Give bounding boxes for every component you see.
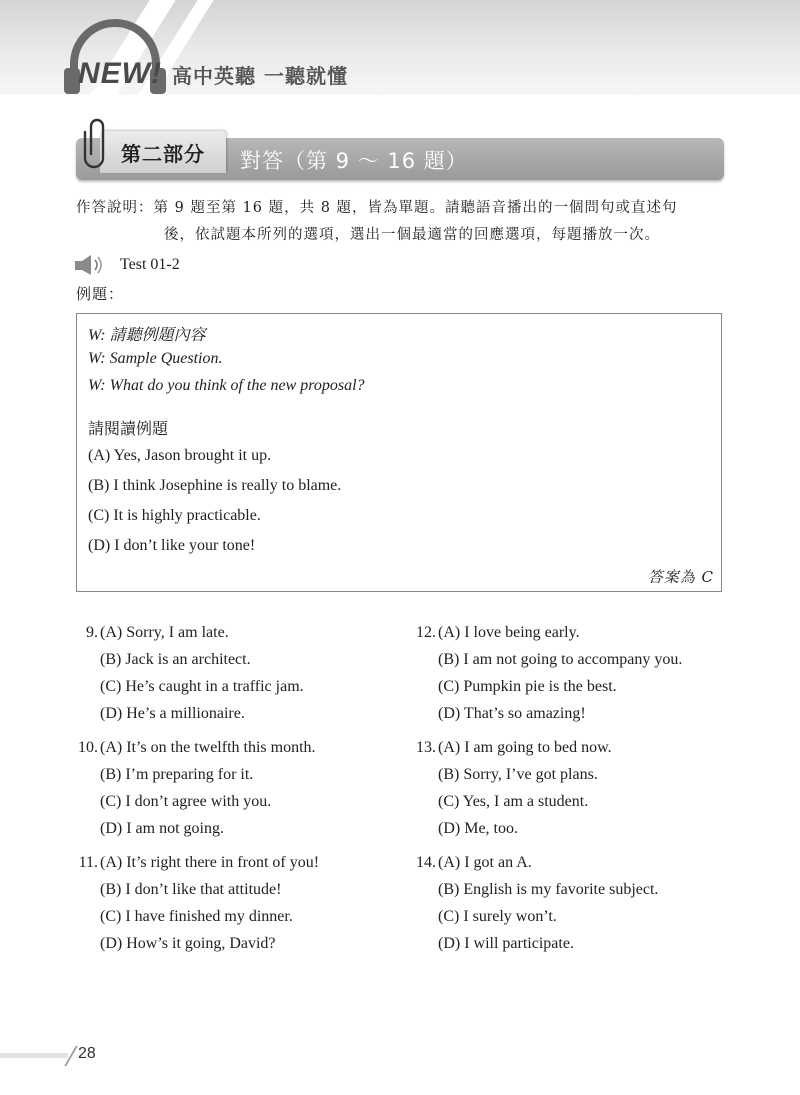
example-script-line: W: 請聽例題內容 — [88, 327, 206, 344]
instructions-line: 作答說明：第 9 題至第 16 題，共 8 題，皆為單題。請聽語音播出的一個問句或直述句 — [76, 200, 678, 216]
instructions — [76, 195, 726, 249]
question-number: 9. — [86, 624, 98, 641]
audio-track[interactable] — [74, 254, 180, 276]
speaker-icon — [74, 254, 114, 276]
paperclip-icon — [82, 114, 110, 170]
question-option: (A) I love being early. — [438, 624, 580, 641]
question-option: (D) I will participate. — [438, 935, 574, 952]
question-number: 14. — [416, 854, 436, 871]
example-option: (C) It is highly practicable. — [88, 507, 261, 524]
question-option: (B) I don’t like that attitude! — [100, 881, 282, 898]
question-item — [72, 619, 304, 727]
question-number: 13. — [416, 739, 436, 756]
header-subtitle: 高中英聽 一聽就懂 — [171, 63, 348, 88]
footer-rule — [0, 1053, 68, 1058]
question-number: 10. — [78, 739, 98, 756]
question-item — [410, 734, 612, 842]
question-option: (C) Pumpkin pie is the best. — [438, 678, 617, 695]
question-option: (B) Sorry, I’ve got plans. — [438, 766, 598, 783]
question-item — [410, 849, 658, 957]
question-option: (D) That’s so amazing! — [438, 705, 586, 722]
question-option: (D) How’s it going, David? — [100, 935, 276, 952]
question-number: 11. — [78, 854, 98, 871]
question-option: (C) Yes, I am a student. — [438, 793, 589, 810]
example-option: (B) I think Josephine is really to blame. — [88, 477, 342, 494]
question-option: (C) I surely won’t. — [438, 908, 557, 925]
audio-track-label: Test 01-2 — [120, 256, 180, 273]
example-answer: 答案為 C — [647, 568, 714, 586]
example-label: 例題： — [76, 285, 125, 303]
question-option: (D) He’s a millionaire. — [100, 705, 245, 722]
question-option: (A) It’s right there in front of you! — [100, 854, 320, 871]
question-option: (A) Sorry, I am late. — [100, 624, 229, 641]
question-option: (B) I’m preparing for it. — [100, 766, 254, 783]
question-item — [72, 849, 319, 957]
question-option: (C) He’s caught in a traffic jam. — [100, 678, 304, 695]
brand-logo-text: NEW! — [78, 57, 162, 90]
question-option: (C) I have finished my dinner. — [100, 908, 293, 925]
header-title — [78, 54, 348, 94]
question-option: (D) Me, too. — [438, 820, 518, 837]
example-script-line: W: Sample Question. — [88, 350, 223, 367]
question-option: (A) I am going to bed now. — [438, 739, 612, 756]
question-item — [72, 734, 316, 842]
question-option: (D) I am not going. — [100, 820, 224, 837]
question-option: (B) Jack is an architect. — [100, 651, 251, 668]
example-option: (A) Yes, Jason brought it up. — [88, 447, 272, 464]
question-option: (A) I got an A. — [438, 854, 532, 871]
question-item — [410, 619, 682, 727]
question-option: (C) I don’t agree with you. — [100, 793, 272, 810]
page-number: 28 — [78, 1045, 96, 1062]
example-script-line: W: What do you think of the new proposal? — [88, 377, 365, 394]
question-option: (A) It’s on the twelfth this month. — [100, 739, 316, 756]
question-option: (B) I am not going to accompany you. — [438, 651, 683, 668]
instructions-line: 後，依試題本所列的選項，選出一個最適當的回應選項，每題播放一次。 — [164, 227, 660, 243]
question-option: (B) English is my favorite subject. — [438, 881, 659, 898]
example-read-heading: 請閱讀例題 — [88, 419, 169, 438]
section-tab: 第二部分 — [100, 131, 226, 173]
example-option: (D) I don’t like your tone! — [88, 537, 256, 554]
section-title: 對答（第 9 ～ 16 題） — [240, 149, 468, 173]
question-number: 12. — [416, 624, 436, 641]
